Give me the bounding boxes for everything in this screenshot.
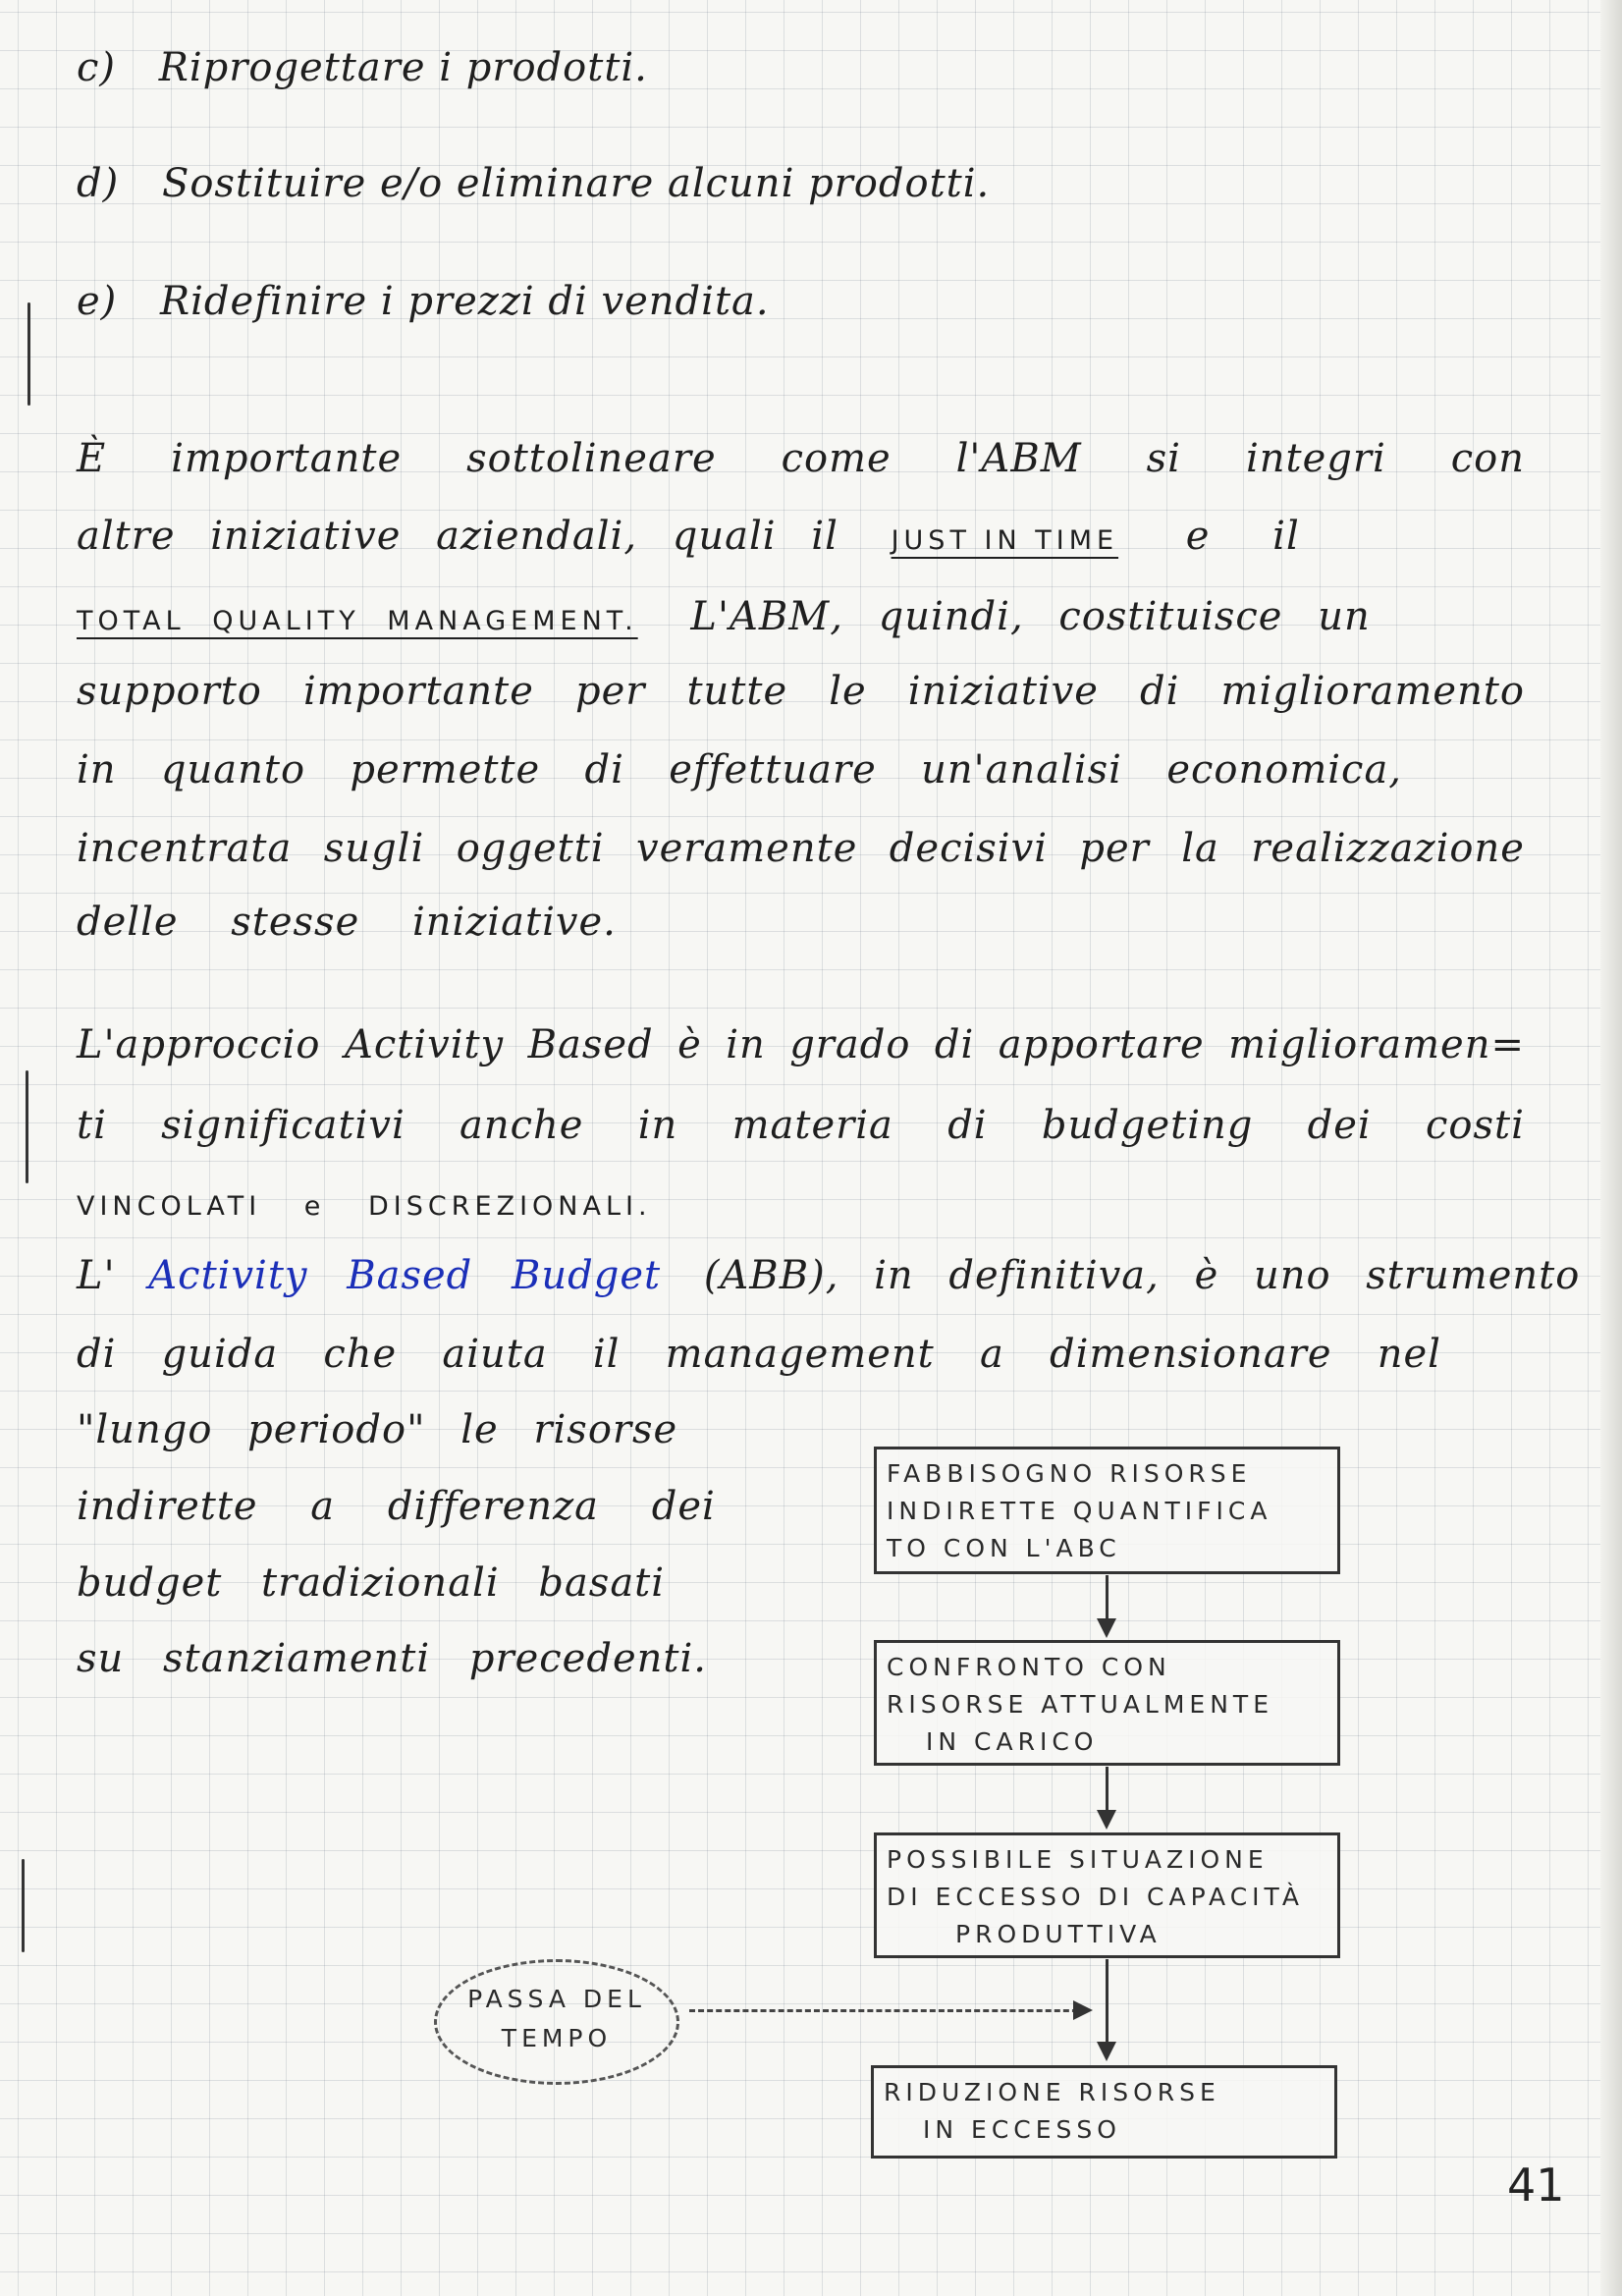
word: di [77, 1332, 117, 1377]
bubble-text: PASSA DEL [467, 1985, 646, 2013]
flow-arrow-down-icon [1106, 1959, 1108, 2057]
margin-mark [22, 1859, 25, 1952]
word: veramente [636, 826, 858, 871]
word: oggetti [456, 826, 605, 871]
word: in [77, 747, 117, 793]
word: quanto [160, 747, 306, 793]
word: guida [161, 1332, 279, 1377]
box-text: FABBISOGNO RISORSE [887, 1459, 1252, 1488]
paragraph2-line1 [77, 1021, 1525, 1068]
word: si [1146, 436, 1181, 481]
text: L' [77, 1253, 116, 1298]
text: indirette a differenza dei [77, 1484, 716, 1529]
paragraph1-line6 [77, 825, 1525, 872]
word: che [323, 1332, 398, 1377]
list-text: Riprogettare i prodotti. [158, 45, 648, 90]
box-text: CONFRONTO CON [887, 1653, 1171, 1681]
word: iniziative [907, 669, 1099, 714]
word: in [637, 1103, 678, 1148]
margin-mark [27, 302, 30, 406]
word: budgeting [1041, 1103, 1254, 1148]
word: sottolineare [466, 436, 717, 481]
word: incentrata [77, 826, 293, 871]
word: grado [789, 1022, 911, 1067]
dashed-arrow-right-icon [689, 2009, 1087, 2012]
text: VINCOLATI e DISCREZIONALI. [77, 1191, 652, 1222]
text: "lungo periodo" le risorse [77, 1407, 678, 1452]
flowchart-box-confronto [874, 1640, 1340, 1766]
notebook-page-edge [1600, 0, 1622, 2296]
word: di [584, 747, 624, 793]
word: miglioramen= [1228, 1022, 1525, 1067]
word: effettuare [669, 747, 877, 793]
word: come [781, 436, 892, 481]
word: aiuta [442, 1332, 548, 1377]
paragraph2-line3 [77, 1183, 652, 1230]
word: tutte [686, 669, 788, 714]
word: le [829, 669, 867, 714]
list-item-c [77, 44, 648, 91]
word: nel [1377, 1332, 1441, 1377]
word: dimensionare [1049, 1332, 1332, 1377]
word: dei [1307, 1103, 1372, 1148]
word: materia [731, 1103, 893, 1148]
paragraph1-line7 [77, 899, 617, 946]
box-text: DI ECCESSO DI CAPACITÀ [887, 1883, 1304, 1911]
word: apportare [998, 1022, 1205, 1067]
total-quality-management-term: TOTAL QUALITY MANAGEMENT. [77, 606, 638, 636]
margin-mark [26, 1070, 28, 1183]
paragraph1-line4 [77, 668, 1525, 715]
time-passing-bubble [434, 1959, 679, 2085]
word: supporto [77, 669, 262, 714]
paragraph1-line5 [77, 746, 1402, 793]
word: in [726, 1022, 766, 1067]
word: di [1140, 669, 1180, 714]
text: delle stesse iniziative. [77, 900, 617, 945]
word: economica, [1166, 747, 1402, 793]
text: budget tradizionali basati [77, 1560, 666, 1606]
word: con [1450, 436, 1525, 481]
word: costi [1426, 1103, 1525, 1148]
list-marker: d) [77, 161, 120, 206]
flowchart-box-riduzione [871, 2065, 1337, 2159]
flowchart-box-fabbisogno [874, 1447, 1340, 1574]
word: di [934, 1022, 975, 1067]
paragraph1-line1 [77, 435, 1525, 482]
box-text: INDIRETTE QUANTIFICA [887, 1497, 1272, 1525]
list-item-d [77, 160, 990, 207]
word: È [77, 436, 107, 481]
word: la [1181, 826, 1219, 871]
box-text: RIDUZIONE RISORSE [884, 2078, 1220, 2106]
paragraph3-line4 [77, 1483, 716, 1530]
box-text: TO CON L'ABC [887, 1534, 1121, 1562]
text: su stanziamenti precedenti. [77, 1636, 707, 1681]
flow-arrow-down-icon [1106, 1575, 1108, 1634]
word: significativi [161, 1103, 406, 1148]
list-text: Sostituire e/o eliminare alcuni prodotti. [161, 161, 991, 206]
word: l'ABM [955, 436, 1082, 481]
word: a [979, 1332, 1004, 1377]
word: per [574, 669, 646, 714]
box-text: IN CARICO [926, 1727, 1099, 1756]
list-marker: e) [77, 279, 118, 324]
word: il [592, 1332, 621, 1377]
word: miglioramento [1220, 669, 1525, 714]
box-text: IN ECCESSO [923, 2115, 1121, 2144]
paragraph2-line2 [77, 1102, 1525, 1149]
text: L'ABM, quindi, costituisce un [690, 594, 1371, 639]
page-number: 41 [1507, 2159, 1565, 2212]
paragraph3-line5 [77, 1559, 665, 1607]
bubble-text: TEMPO [501, 2024, 613, 2052]
list-item-e [77, 278, 770, 325]
word: realizzazione [1251, 826, 1525, 871]
word: sugli [323, 826, 425, 871]
activity-based-budget-term: Activity Based Budget [148, 1253, 662, 1298]
paragraph3-line2 [77, 1331, 1441, 1378]
word: ti [77, 1103, 107, 1148]
flowchart-box-eccesso [874, 1832, 1340, 1958]
word: per [1079, 826, 1150, 871]
flow-arrow-down-icon [1106, 1767, 1108, 1826]
word: importante [302, 669, 534, 714]
paragraph3-line1 [77, 1252, 1580, 1299]
paragraph1-line3 [77, 593, 1371, 645]
paragraph3-line6 [77, 1635, 707, 1682]
word: di [947, 1103, 988, 1148]
word: è [677, 1022, 702, 1067]
box-text: PRODUTTIVA [955, 1920, 1162, 1948]
word: L'approccio [77, 1022, 321, 1067]
word: management [665, 1332, 935, 1377]
box-text: RISORSE ATTUALMENTE [887, 1690, 1273, 1719]
list-marker: c) [77, 45, 117, 90]
text: altre iniziative aziendali, quali il [77, 514, 838, 559]
word: Based [527, 1022, 654, 1067]
word: un'analisi [921, 747, 1122, 793]
paragraph1-line2 [77, 513, 1300, 565]
text: e il [1185, 514, 1300, 559]
text: (ABB), in definitiva, è uno strumento [703, 1253, 1581, 1298]
just-in-time-term: JUST IN TIME [891, 525, 1119, 556]
word: anche [460, 1103, 584, 1148]
word: integri [1245, 436, 1386, 481]
word: Activity [344, 1022, 505, 1067]
paragraph3-line3 [77, 1406, 677, 1453]
box-text: POSSIBILE SITUAZIONE [887, 1845, 1269, 1874]
word: importante [171, 436, 403, 481]
list-text: Ridefinire i prezzi di vendita. [160, 279, 770, 324]
word: permette [350, 747, 541, 793]
word: decisivi [889, 826, 1048, 871]
